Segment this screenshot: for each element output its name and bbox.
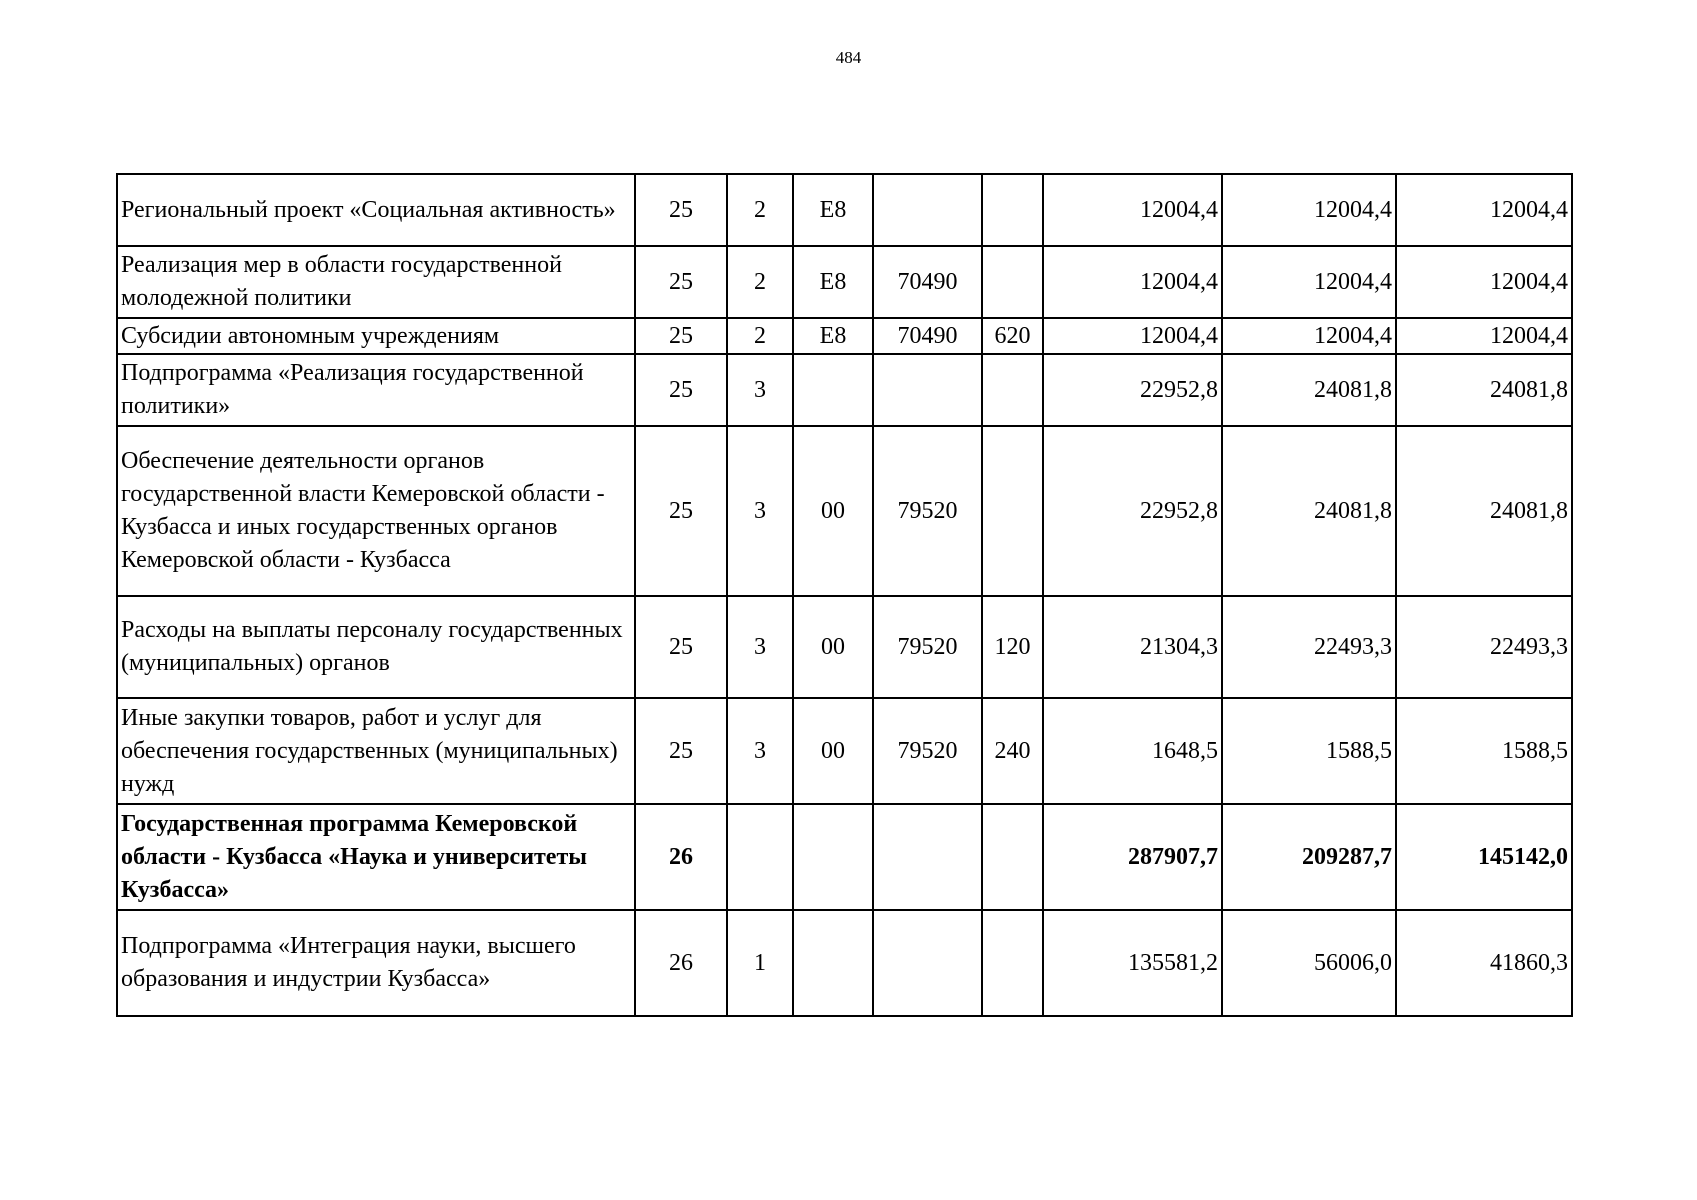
amount-3: 12004,4 <box>1396 246 1572 318</box>
amount-2: 12004,4 <box>1222 318 1396 354</box>
row-name: Иные закупки товаров, работ и услуг для обеспечения государственных (муниципальных) нужд <box>117 698 635 804</box>
amount-3: 12004,4 <box>1396 318 1572 354</box>
expense-code: 79520 <box>873 698 982 804</box>
amount-1: 22952,8 <box>1043 426 1222 596</box>
row-name: Реализация мер в области государственной молодежной политики <box>117 246 635 318</box>
subprogram-code <box>727 804 793 910</box>
expense-code: 70490 <box>873 246 982 318</box>
row-name: Подпрограмма «Реализация государственной политики» <box>117 354 635 426</box>
direction-code <box>793 354 873 426</box>
direction-code: 00 <box>793 698 873 804</box>
subprogram-code: 3 <box>727 698 793 804</box>
amount-1: 21304,3 <box>1043 596 1222 698</box>
direction-code: Е8 <box>793 246 873 318</box>
amount-2: 1588,5 <box>1222 698 1396 804</box>
expense-code <box>873 174 982 246</box>
program-code: 25 <box>635 354 727 426</box>
amount-3: 24081,8 <box>1396 354 1572 426</box>
amount-1: 287907,7 <box>1043 804 1222 910</box>
expense-type <box>982 246 1043 318</box>
program-code: 25 <box>635 596 727 698</box>
program-code: 26 <box>635 910 727 1016</box>
row-name: Подпрограмма «Интеграция науки, высшего образования и индустрии Кузбасса» <box>117 910 635 1016</box>
amount-2: 24081,8 <box>1222 426 1396 596</box>
row-name: Субсидии автономным учреждениям <box>117 318 635 354</box>
expense-type <box>982 354 1043 426</box>
amount-1: 12004,4 <box>1043 318 1222 354</box>
direction-code <box>793 804 873 910</box>
program-code: 25 <box>635 246 727 318</box>
table-row <box>117 804 1572 910</box>
table-row <box>117 174 1572 246</box>
subprogram-code: 2 <box>727 318 793 354</box>
budget-table <box>116 173 1573 1017</box>
amount-2: 12004,4 <box>1222 246 1396 318</box>
amount-1: 22952,8 <box>1043 354 1222 426</box>
amount-1: 135581,2 <box>1043 910 1222 1016</box>
amount-3: 41860,3 <box>1396 910 1572 1016</box>
expense-code: 79520 <box>873 426 982 596</box>
expense-code: 79520 <box>873 596 982 698</box>
expense-type <box>982 804 1043 910</box>
expense-type <box>982 174 1043 246</box>
amount-2: 22493,3 <box>1222 596 1396 698</box>
row-name: Государственная программа Кемеровской области - Кузбасса «Наука и университеты Кузбасса» <box>117 804 635 910</box>
row-name: Обеспечение деятельности органов государственной власти Кемеровской области - Кузбасса и иных государственных органов Кемеровской области - Кузбасса <box>117 426 635 596</box>
expense-code: 70490 <box>873 318 982 354</box>
expense-type: 240 <box>982 698 1043 804</box>
direction-code: 00 <box>793 596 873 698</box>
row-name: Расходы на выплаты персоналу государственных (муниципальных) органов <box>117 596 635 698</box>
expense-type <box>982 426 1043 596</box>
amount-1: 12004,4 <box>1043 174 1222 246</box>
amount-3: 22493,3 <box>1396 596 1572 698</box>
table-row <box>117 318 1572 354</box>
table-row <box>117 426 1572 596</box>
table-row <box>117 354 1572 426</box>
amount-2: 209287,7 <box>1222 804 1396 910</box>
expense-code <box>873 354 982 426</box>
direction-code: Е8 <box>793 174 873 246</box>
subprogram-code: 3 <box>727 596 793 698</box>
expense-type <box>982 910 1043 1016</box>
program-code: 25 <box>635 318 727 354</box>
amount-3: 1588,5 <box>1396 698 1572 804</box>
expense-code <box>873 910 982 1016</box>
direction-code: 00 <box>793 426 873 596</box>
table-row <box>117 596 1572 698</box>
expense-type: 620 <box>982 318 1043 354</box>
amount-1: 12004,4 <box>1043 246 1222 318</box>
amount-2: 56006,0 <box>1222 910 1396 1016</box>
table-row <box>117 910 1572 1016</box>
amount-3: 145142,0 <box>1396 804 1572 910</box>
table-row <box>117 246 1572 318</box>
amount-3: 12004,4 <box>1396 174 1572 246</box>
program-code: 25 <box>635 426 727 596</box>
program-code: 25 <box>635 698 727 804</box>
program-code: 25 <box>635 174 727 246</box>
amount-2: 24081,8 <box>1222 354 1396 426</box>
subprogram-code: 2 <box>727 246 793 318</box>
direction-code <box>793 910 873 1016</box>
expense-type: 120 <box>982 596 1043 698</box>
page-number: 484 <box>835 48 862 67</box>
subprogram-code: 1 <box>727 910 793 1016</box>
expense-code <box>873 804 982 910</box>
subprogram-code: 3 <box>727 426 793 596</box>
subprogram-code: 3 <box>727 354 793 426</box>
amount-1: 1648,5 <box>1043 698 1222 804</box>
row-name: Региональный проект «Социальная активность» <box>117 174 635 246</box>
direction-code: Е8 <box>793 318 873 354</box>
program-code: 26 <box>635 804 727 910</box>
amount-2: 12004,4 <box>1222 174 1396 246</box>
subprogram-code: 2 <box>727 174 793 246</box>
table-row <box>117 698 1572 804</box>
amount-3: 24081,8 <box>1396 426 1572 596</box>
